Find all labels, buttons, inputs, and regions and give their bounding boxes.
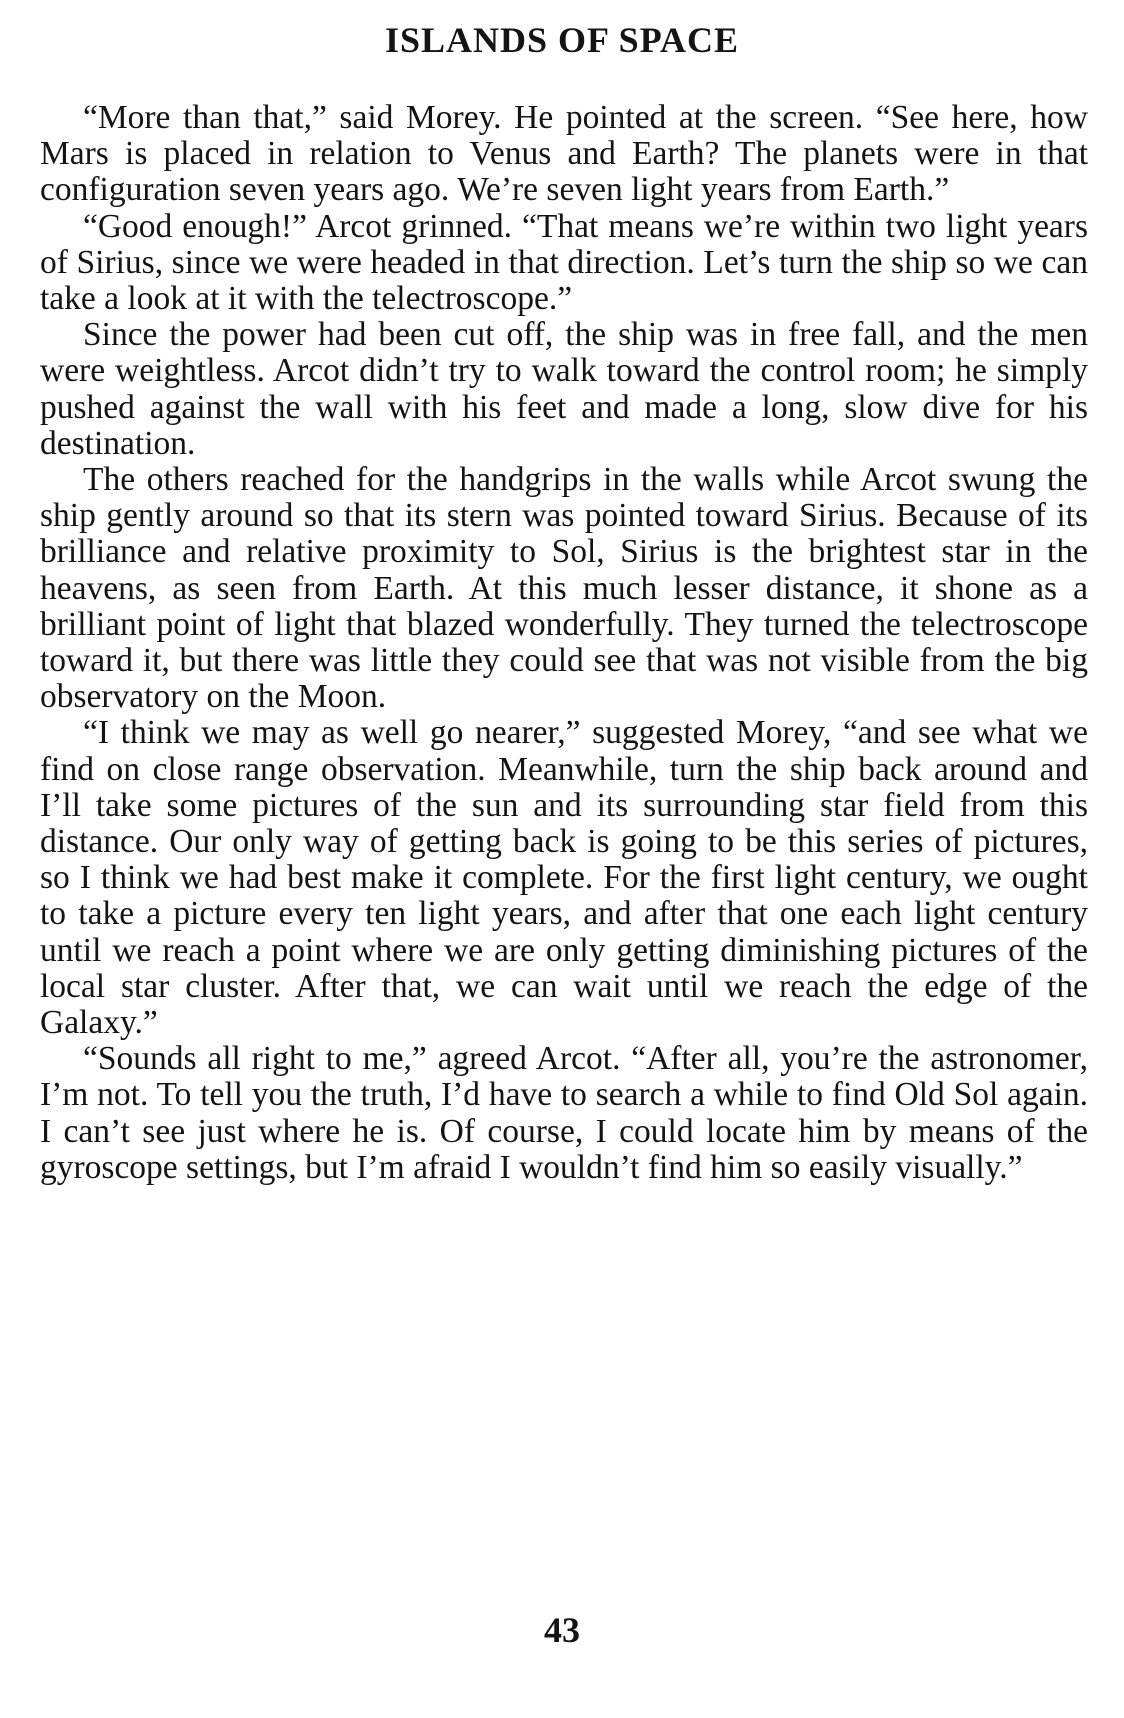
page-number: 43 [544,1610,580,1650]
paragraph-6: “Sounds all right to me,” agreed Arcot. “After all, you’re the astronomer, I’m not. To tell you the truth, I’d have to search a while to find Old Sol again. I can’t see just where he is. Of course, I could locate him by means of the gyroscope settings, but I’m afraid I wouldn’t find him so easily visually.” [40,1040,1088,1186]
body-text [40,100,1088,1186]
paragraph-2: “Good enough!” Arcot grinned. “That means we’re within two light years of Sirius, since we were headed in that direction. Let’s turn the ship so we can take a look at it with the telectroscope.” [40,207,1088,318]
running-head-title: ISLANDS OF SPACE [384,20,740,60]
paragraph-3: Since the power had been cut off, the ship was in free fall, and the men were weightless. Arcot didn’t try to walk toward the control room; he simply pushed against the wall with his feet and made a long, slow dive for his destination. [40,316,1088,462]
paragraph-4: The others reached for the handgrips in the walls while Arcot swung the ship gently around so that its stern was pointed toward Sirius. Because of its brilliance and relative proximity to Sol, Sirius is the brightest star in the heavens, as seen from Earth. At this much lesser distance, it shone as a brilliant point of light that blazed wonderfully. They turned the telectroscope toward it, but there was little they could see that was not visible from the big observatory on the Moon. [40,461,1088,716]
paragraph-1: “More than that,” said Morey. He pointed at the screen. “See here, how Mars is placed in relation to Venus and Earth? The planets were in that configuration seven years ago. We’re seven light years from Earth.” [40,99,1088,209]
paragraph-5: “I think we may as well go nearer,” suggested Morey, “and see what we find on close range observation. Meanwhile, turn the ship back around and I’ll take some pictures of the sun and its surrounding star field from this distance. Our only way of getting back is going to be this series of pictures, so I think we had best make it complete. For the first light century, we ought to take a picture every ten light years, and after that one each light century until we reach a point where we are only getting diminishing pictures of the local star cluster. After that, we can wait until we reach the edge of the Galaxy.” [40,714,1088,1042]
